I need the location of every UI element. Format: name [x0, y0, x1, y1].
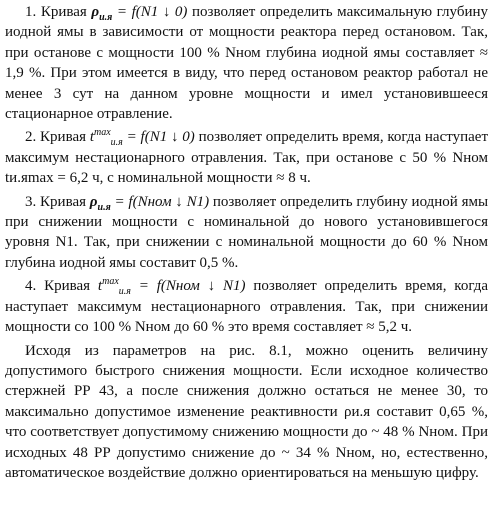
- formula: [89, 127, 195, 149]
- formula-symbol-sup: max: [94, 127, 111, 139]
- formula-symbol-sub: и.я: [110, 137, 123, 149]
- formula: [97, 276, 246, 298]
- paragraph-5: [5, 341, 488, 484]
- item-number: 4.: [25, 278, 37, 295]
- item-number: 1.: [25, 4, 37, 20]
- item-number: 3.: [25, 193, 37, 210]
- item-lead: Кривая: [44, 278, 91, 295]
- formula-symbol-sub: и.я: [99, 12, 113, 23]
- formula: [89, 193, 210, 213]
- paragraph-text: позволяет определить время, когда наступает максимум нестационарного отравления. Так, при останове с 50 % Nном tи.яmax = 6,2 ч, с номинальной мощности ≈ 8 ч.: [5, 129, 488, 187]
- formula: [91, 4, 188, 23]
- item-number: 2.: [25, 129, 37, 146]
- item-lead: Кривая: [40, 193, 87, 210]
- formula-symbol: ρ: [91, 4, 100, 20]
- paragraph-2: [5, 127, 488, 188]
- paragraph-text: позволяет определить время, когда наступает максимум нестационарного отравления. Так, при снижении мощности со 100 % Nном до 60 % это время составляет ≈ 5,2 ч.: [5, 278, 489, 336]
- formula-symbol-sub: и.я: [118, 286, 131, 298]
- formula-symbol: t: [89, 129, 94, 146]
- formula-rhs: = f(Nном ↓ N1): [114, 193, 210, 210]
- formula-symbol-sup: max: [102, 276, 119, 288]
- formula-symbol-sub: и.я: [97, 201, 111, 213]
- item-lead: Кривая: [40, 4, 87, 20]
- formula-symbol: t: [97, 278, 103, 295]
- item-lead: Кривая: [40, 129, 87, 146]
- paragraph-text: позволяет определить глубину иодной ямы при снижении мощности с номинальной до нового установившегося уровня N1. Так, при снижении с номинальной мощности до 60 % Nном глубина иодной ямы составит 0,5 %.: [5, 193, 489, 271]
- formula-symbol: ρ: [89, 193, 98, 210]
- formula-rhs: = f(Nном ↓ N1): [138, 278, 246, 295]
- paragraph-3: [5, 192, 488, 274]
- paragraph-1: [5, 2, 488, 124]
- paragraph-4: [5, 276, 488, 337]
- formula-rhs: = f(N1 ↓ 0): [116, 4, 188, 20]
- paragraph-text: Исходя из параметров на рис. 8.1, можно оценить величину допустимого быстрого снижения мощности. Если исходное количество стержней РР 43, а после снижения должно остаться не менее 30, то максимально допустимое изменение реактивности ρи.я составит 0,65 %, что соответствует допустимому снижению мощности до ~ 48 % Nном. При исходных 48 РР допустимо снижение до ~ 34 % Nном, но, естественно, автоматическое воздействие должно ориентироваться на меньшую цифру.: [5, 342, 488, 481]
- formula-rhs: = f(N1 ↓ 0): [126, 129, 195, 146]
- paragraph-text: позволяет определить максимальную глубину иодной ямы в зависимости от мощности реактора перед остановом. Так, при останове с мощности 100 % Nном глубина иодной ямы составляет ≈ 1,9 %. При этом имеется в виду, что перед остановом реактор работал не менее 3 сут на данном уровне мощности и имел установившееся стационарное отравление.: [5, 4, 489, 123]
